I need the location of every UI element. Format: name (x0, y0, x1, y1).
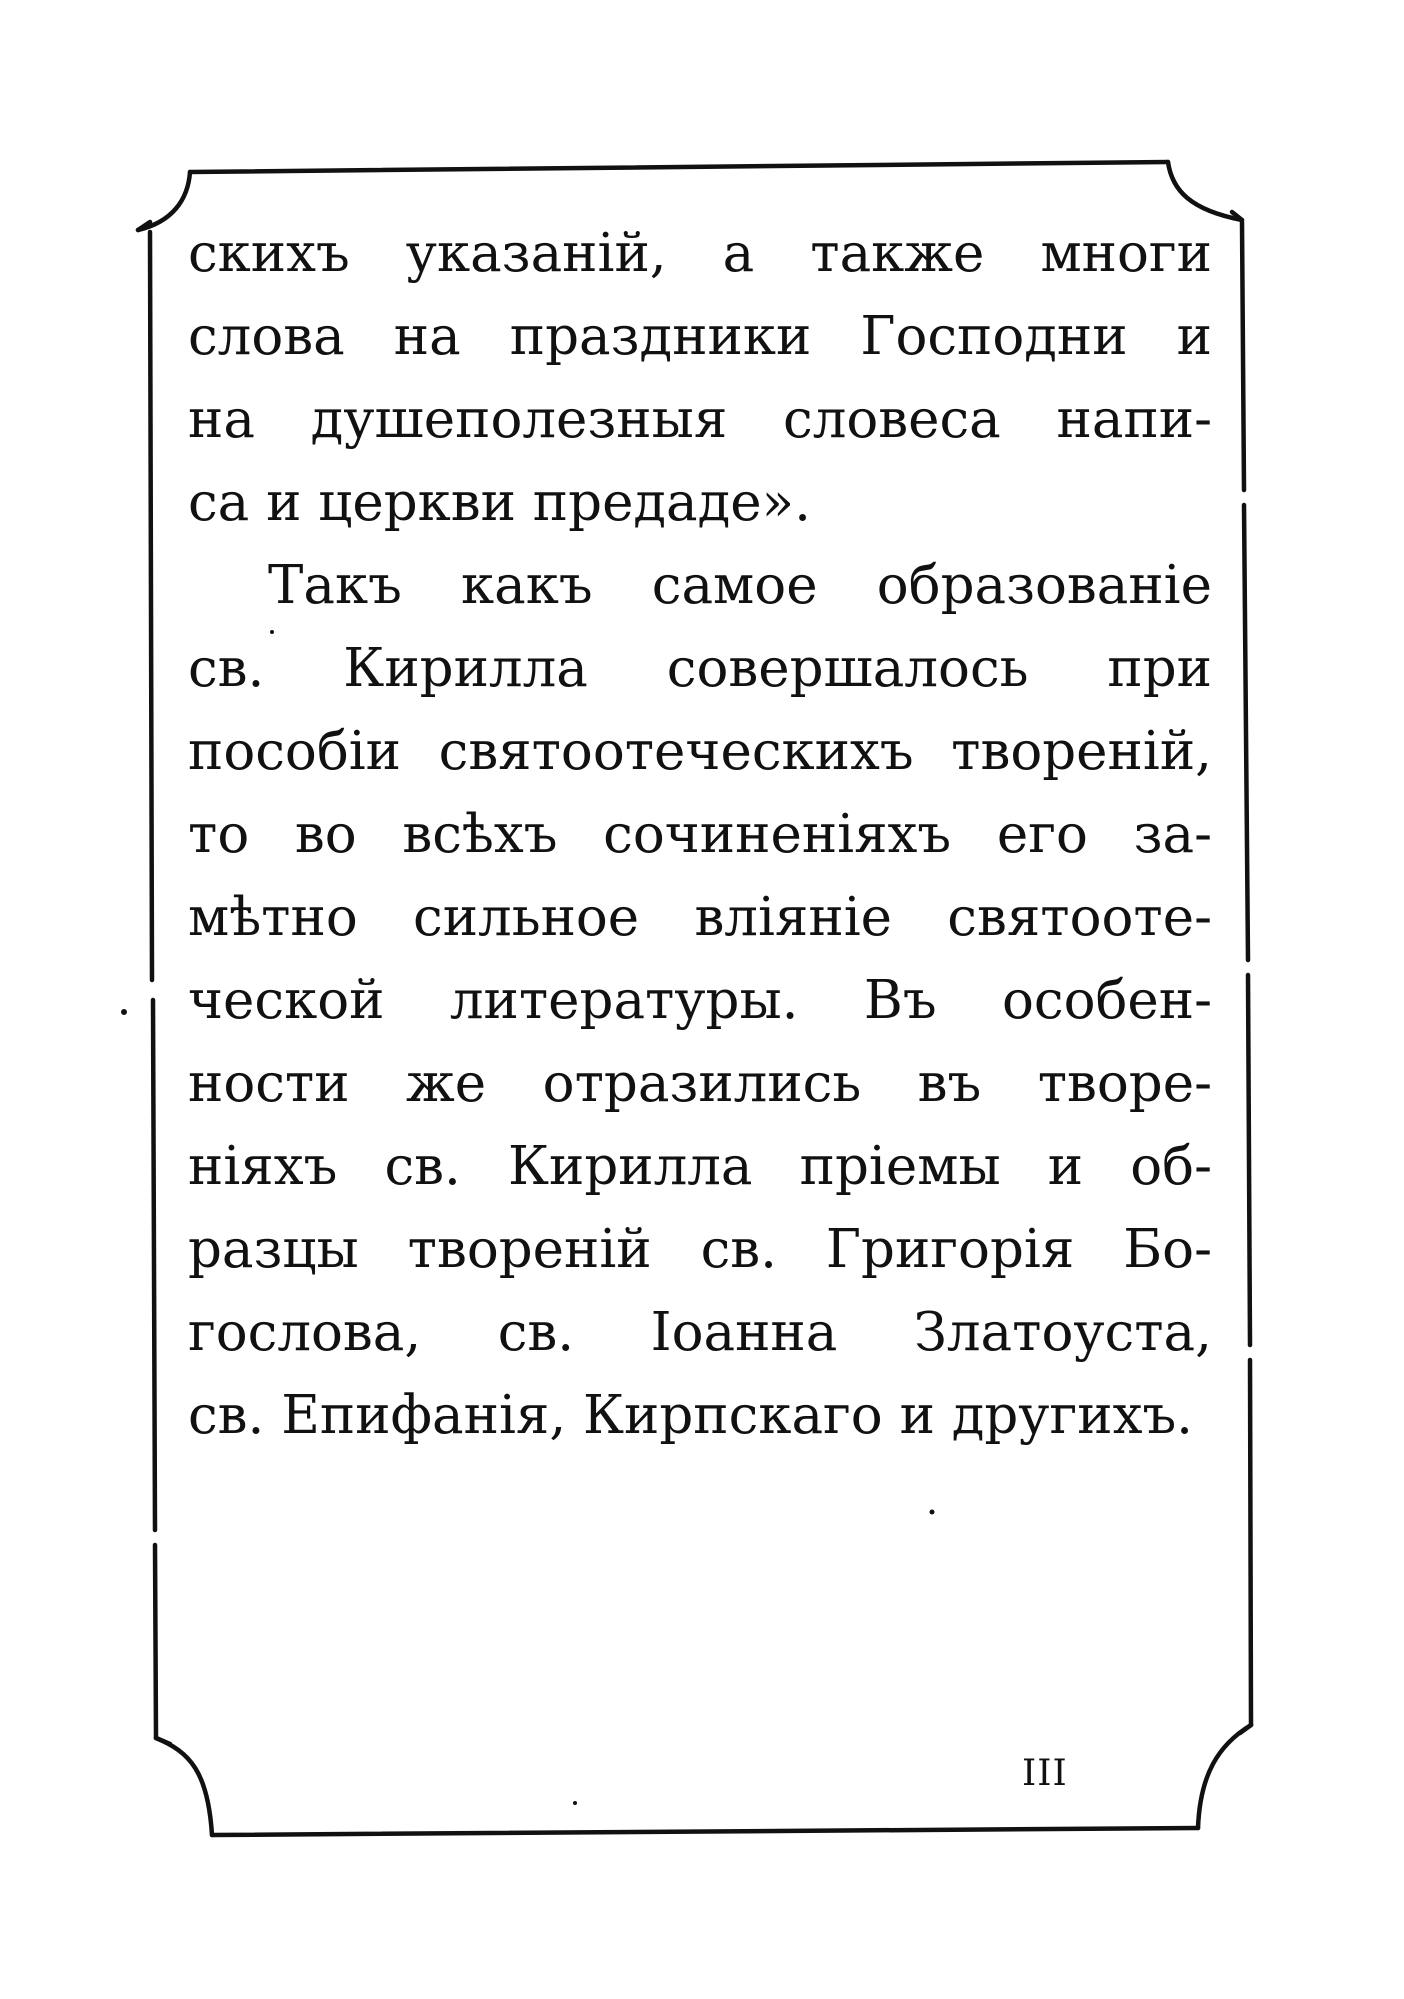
text-line: то во всѣхъ сочиненіяхъ его за- (188, 804, 1212, 865)
text-line: св. Кирилла совершалось при (188, 638, 1212, 699)
text-line: гослова, св. Іоанна Златоуста, (188, 1302, 1212, 1363)
page-body-text (188, 212, 1212, 1457)
text-line: разцы твореній св. Григорія Бо- (188, 1219, 1212, 1280)
paragraph (188, 544, 1212, 1457)
page-number: III (1022, 1753, 1068, 1794)
text-line: ности же отразились въ творе- (188, 1053, 1212, 1114)
text-line: слова на праздники Господни и (188, 306, 1212, 367)
paragraph (188, 212, 1212, 544)
text-line: ческой литературы. Въ особен- (188, 970, 1212, 1031)
text-line: скихъ указаній, а также многи (188, 223, 1212, 284)
text-line: мѣтно сильное вліяніе святоотe- (188, 887, 1212, 948)
text-line: пособіи святоотеческихъ твореній, (188, 721, 1212, 782)
text-line: Такъ какъ самое образованіе (268, 555, 1212, 616)
text-line: ніяхъ св. Кирилла пріемы и об- (188, 1136, 1212, 1197)
text-line: са и церкви предаде». (188, 472, 811, 533)
text-line: св. Епифанія, Кирпскаго и другихъ. (188, 1385, 1194, 1446)
text-line: на душеполезныя словеса напи- (188, 389, 1212, 450)
